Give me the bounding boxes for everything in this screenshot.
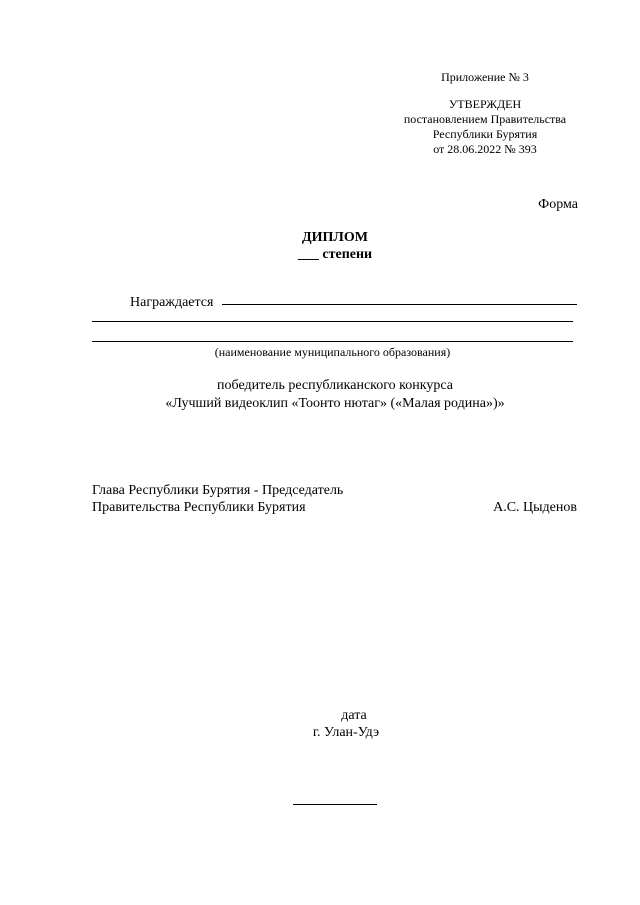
spacer: [380, 85, 590, 97]
awardee-line-3: [92, 341, 573, 342]
diploma-degree: ___ степени: [297, 247, 373, 262]
approved-label: УТВЕРЖДЕН: [448, 97, 522, 111]
city-label: г. Улан-Удэ: [312, 725, 380, 740]
winner-line-1: победитель республиканского конкурса: [217, 378, 453, 393]
signer-name: А.С. Цыденов: [493, 500, 577, 515]
diploma-title: ДИПЛОМ: [302, 230, 368, 245]
form-label: Форма: [538, 197, 578, 212]
decree-line-1: постановлением Правительства: [403, 112, 567, 126]
awarded-label: Награждается: [130, 295, 214, 310]
municipality-caption: (наименование муниципального образования): [214, 345, 451, 359]
bottom-line: [293, 804, 377, 805]
decree-date: от 28.06.2022 № 393: [433, 142, 537, 156]
awardee-line-2: [92, 321, 573, 322]
decree-line-2: Республики Бурятия: [432, 127, 538, 141]
approval-block: [380, 70, 590, 157]
winner-line-2: «Лучший видеоклип «Тоонто нютаг» («Малая родина»)»: [165, 396, 505, 411]
date-label: дата: [341, 708, 367, 723]
signer-title-line-2: Правительства Республики Бурятия: [92, 500, 306, 515]
signer-title-line-1: Глава Республики Бурятия - Председатель: [92, 483, 344, 498]
appendix-label: Приложение № 3: [441, 70, 529, 84]
awardee-line-1: [222, 304, 577, 305]
